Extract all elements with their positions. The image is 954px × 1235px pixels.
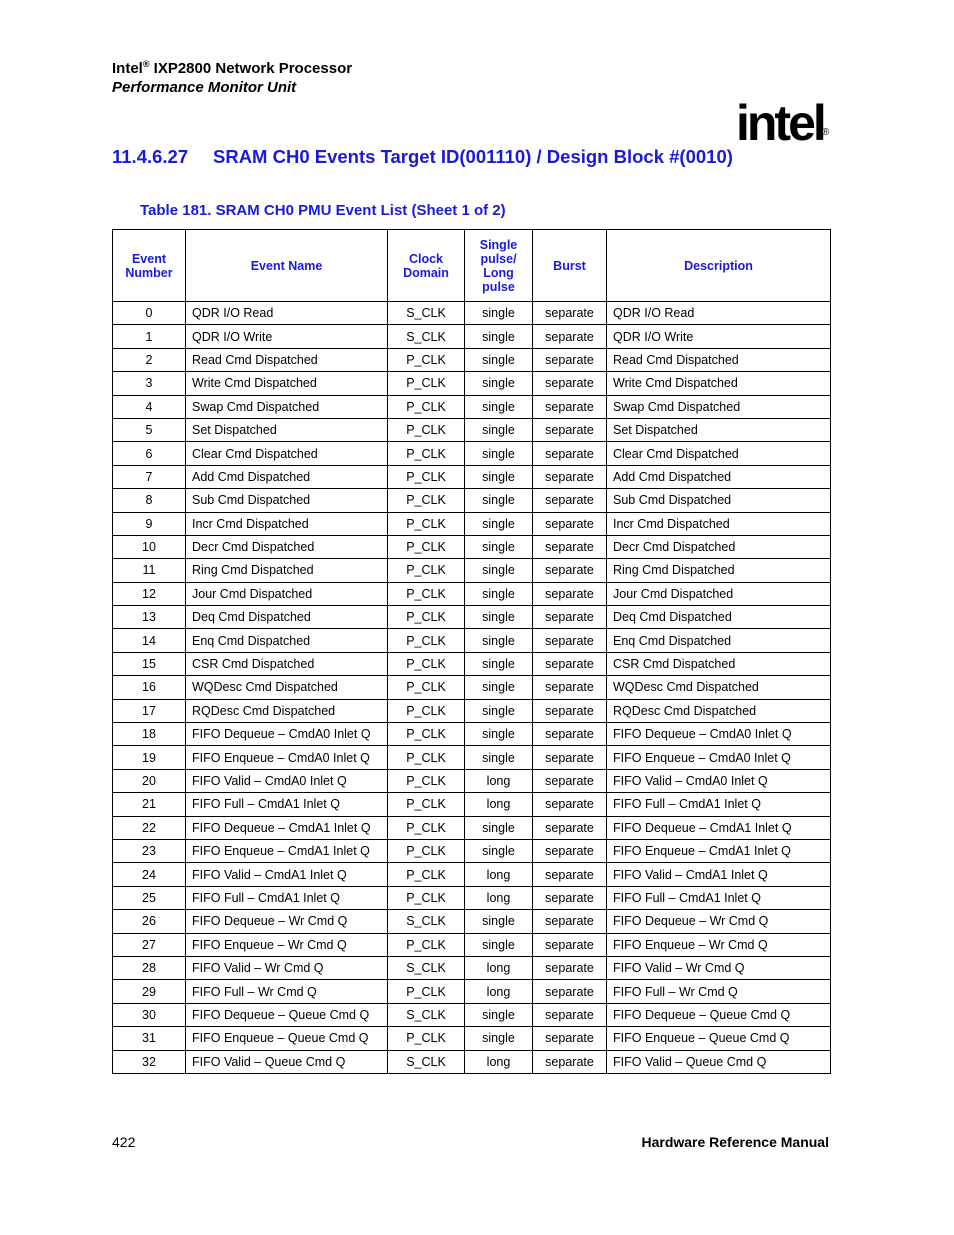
cell-burst: separate [533, 933, 607, 956]
table-body [113, 302, 831, 1074]
cell-burst: separate [533, 956, 607, 979]
cell-event-name: FIFO Valid – Wr Cmd Q [186, 956, 388, 979]
cell-burst: separate [533, 699, 607, 722]
cell-burst: separate [533, 1027, 607, 1050]
cell-clock-domain: S_CLK [388, 956, 465, 979]
table-row [113, 956, 831, 979]
cell-clock-domain: P_CLK [388, 839, 465, 862]
cell-burst: separate [533, 1003, 607, 1026]
cell-pulse-type: long [465, 980, 533, 1003]
table-row [113, 793, 831, 816]
cell-pulse-type: single [465, 442, 533, 465]
cell-description: FIFO Enqueue – Wr Cmd Q [607, 933, 831, 956]
table-row [113, 442, 831, 465]
cell-description: QDR I/O Read [607, 302, 831, 325]
column-header-line: Event Name [250, 258, 323, 273]
cell-pulse-type: single [465, 652, 533, 675]
cell-pulse-type: single [465, 325, 533, 348]
cell-clock-domain: P_CLK [388, 442, 465, 465]
cell-event-number: 18 [113, 723, 186, 746]
cell-pulse-type: single [465, 933, 533, 956]
cell-event-name: Decr Cmd Dispatched [186, 535, 388, 558]
cell-clock-domain: P_CLK [388, 559, 465, 582]
column-header-description [607, 230, 831, 302]
cell-pulse-type: single [465, 465, 533, 488]
cell-clock-domain: S_CLK [388, 1003, 465, 1026]
column-header-line: pulse/ [480, 251, 517, 266]
column-header-line: Number [125, 265, 173, 280]
cell-event-name: FIFO Full – CmdA1 Inlet Q [186, 793, 388, 816]
cell-burst: separate [533, 489, 607, 512]
cell-event-name: Add Cmd Dispatched [186, 465, 388, 488]
cell-event-name: FIFO Enqueue – Wr Cmd Q [186, 933, 388, 956]
cell-clock-domain: P_CLK [388, 863, 465, 886]
cell-event-name: Write Cmd Dispatched [186, 372, 388, 395]
table-row [113, 395, 831, 418]
section-number: 11.4.6.27 [112, 146, 189, 167]
cell-clock-domain: P_CLK [388, 769, 465, 792]
cell-burst: separate [533, 606, 607, 629]
cell-burst: separate [533, 395, 607, 418]
cell-description: FIFO Valid – Wr Cmd Q [607, 956, 831, 979]
cell-event-number: 24 [113, 863, 186, 886]
cell-event-number: 27 [113, 933, 186, 956]
cell-event-name: FIFO Dequeue – Queue Cmd Q [186, 1003, 388, 1026]
manual-title: Hardware Reference Manual [641, 1134, 829, 1150]
column-header-pulse-type [465, 230, 533, 302]
cell-description: Decr Cmd Dispatched [607, 535, 831, 558]
running-header [112, 59, 352, 97]
cell-burst: separate [533, 793, 607, 816]
product-title [112, 59, 352, 78]
cell-pulse-type: long [465, 863, 533, 886]
chapter-subtitle: Performance Monitor Unit [112, 79, 297, 96]
cell-pulse-type: single [465, 629, 533, 652]
cell-clock-domain: P_CLK [388, 886, 465, 909]
cell-description: CSR Cmd Dispatched [607, 652, 831, 675]
table-row [113, 489, 831, 512]
table-caption: Table 181. SRAM CH0 PMU Event List (Sheet 1 of 2) [140, 202, 506, 219]
cell-event-number: 32 [113, 1050, 186, 1073]
table-row [113, 723, 831, 746]
cell-pulse-type: long [465, 793, 533, 816]
product-prefix: Intel [112, 60, 143, 77]
intel-logo-registered: ® [822, 127, 830, 138]
cell-event-number: 17 [113, 699, 186, 722]
cell-pulse-type: single [465, 816, 533, 839]
cell-pulse-type: single [465, 395, 533, 418]
cell-event-name: Set Dispatched [186, 418, 388, 441]
cell-description: FIFO Valid – Queue Cmd Q [607, 1050, 831, 1073]
cell-pulse-type: single [465, 348, 533, 371]
cell-event-number: 0 [113, 302, 186, 325]
column-header-line: Description [684, 258, 753, 273]
cell-description: QDR I/O Write [607, 325, 831, 348]
cell-event-number: 11 [113, 559, 186, 582]
cell-burst: separate [533, 980, 607, 1003]
cell-event-name: Read Cmd Dispatched [186, 348, 388, 371]
table-row [113, 1027, 831, 1050]
cell-event-number: 9 [113, 512, 186, 535]
table-row [113, 606, 831, 629]
cell-description: RQDesc Cmd Dispatched [607, 699, 831, 722]
cell-clock-domain: P_CLK [388, 348, 465, 371]
cell-burst: separate [533, 1050, 607, 1073]
cell-clock-domain: P_CLK [388, 746, 465, 769]
cell-burst: separate [533, 886, 607, 909]
cell-event-name: WQDesc Cmd Dispatched [186, 676, 388, 699]
cell-burst: separate [533, 348, 607, 371]
cell-pulse-type: single [465, 372, 533, 395]
cell-clock-domain: P_CLK [388, 793, 465, 816]
cell-burst: separate [533, 582, 607, 605]
cell-description: FIFO Enqueue – Queue Cmd Q [607, 1027, 831, 1050]
cell-burst: separate [533, 863, 607, 886]
table-row [113, 465, 831, 488]
cell-event-number: 12 [113, 582, 186, 605]
cell-burst: separate [533, 629, 607, 652]
cell-description: Clear Cmd Dispatched [607, 442, 831, 465]
cell-event-number: 4 [113, 395, 186, 418]
column-header-line: Burst [553, 258, 586, 273]
table-row [113, 839, 831, 862]
cell-description: Jour Cmd Dispatched [607, 582, 831, 605]
table-row [113, 652, 831, 675]
cell-burst: separate [533, 676, 607, 699]
cell-pulse-type: long [465, 956, 533, 979]
cell-event-number: 22 [113, 816, 186, 839]
cell-event-number: 6 [113, 442, 186, 465]
cell-event-name: Deq Cmd Dispatched [186, 606, 388, 629]
product-name: IXP2800 Network Processor [149, 60, 353, 77]
cell-clock-domain: P_CLK [388, 676, 465, 699]
cell-event-number: 1 [113, 325, 186, 348]
table-row [113, 886, 831, 909]
cell-event-name: Swap Cmd Dispatched [186, 395, 388, 418]
cell-event-name: FIFO Dequeue – CmdA0 Inlet Q [186, 723, 388, 746]
cell-event-name: FIFO Full – Wr Cmd Q [186, 980, 388, 1003]
table-row [113, 559, 831, 582]
event-table [112, 229, 831, 1074]
cell-clock-domain: P_CLK [388, 699, 465, 722]
cell-event-name: FIFO Enqueue – Queue Cmd Q [186, 1027, 388, 1050]
cell-description: FIFO Dequeue – CmdA0 Inlet Q [607, 723, 831, 746]
cell-description: Deq Cmd Dispatched [607, 606, 831, 629]
cell-pulse-type: long [465, 769, 533, 792]
cell-clock-domain: P_CLK [388, 723, 465, 746]
cell-event-number: 21 [113, 793, 186, 816]
cell-event-number: 28 [113, 956, 186, 979]
cell-event-name: FIFO Enqueue – CmdA0 Inlet Q [186, 746, 388, 769]
cell-burst: separate [533, 652, 607, 675]
cell-event-number: 14 [113, 629, 186, 652]
table-row [113, 816, 831, 839]
cell-event-name: Sub Cmd Dispatched [186, 489, 388, 512]
cell-clock-domain: S_CLK [388, 302, 465, 325]
cell-pulse-type: single [465, 535, 533, 558]
cell-pulse-type: single [465, 559, 533, 582]
cell-description: FIFO Valid – CmdA1 Inlet Q [607, 863, 831, 886]
cell-description: Enq Cmd Dispatched [607, 629, 831, 652]
cell-event-number: 26 [113, 910, 186, 933]
cell-clock-domain: P_CLK [388, 418, 465, 441]
cell-clock-domain: P_CLK [388, 652, 465, 675]
cell-pulse-type: single [465, 418, 533, 441]
column-header-line: Clock [408, 251, 444, 266]
cell-clock-domain: P_CLK [388, 372, 465, 395]
cell-event-number: 13 [113, 606, 186, 629]
cell-clock-domain: P_CLK [388, 535, 465, 558]
cell-clock-domain: P_CLK [388, 582, 465, 605]
cell-event-name: QDR I/O Write [186, 325, 388, 348]
table-row [113, 1003, 831, 1026]
cell-burst: separate [533, 723, 607, 746]
table-row [113, 629, 831, 652]
cell-pulse-type: single [465, 699, 533, 722]
cell-clock-domain: P_CLK [388, 512, 465, 535]
cell-pulse-type: single [465, 676, 533, 699]
cell-event-number: 30 [113, 1003, 186, 1026]
cell-event-name: Jour Cmd Dispatched [186, 582, 388, 605]
table-row [113, 325, 831, 348]
cell-burst: separate [533, 816, 607, 839]
cell-event-name: QDR I/O Read [186, 302, 388, 325]
intel-logo-text: intel [736, 95, 824, 150]
cell-pulse-type: long [465, 1050, 533, 1073]
cell-description: FIFO Valid – CmdA0 Inlet Q [607, 769, 831, 792]
cell-burst: separate [533, 910, 607, 933]
cell-event-number: 25 [113, 886, 186, 909]
cell-event-number: 16 [113, 676, 186, 699]
cell-pulse-type: single [465, 746, 533, 769]
cell-clock-domain: S_CLK [388, 325, 465, 348]
cell-pulse-type: single [465, 302, 533, 325]
cell-burst: separate [533, 839, 607, 862]
cell-clock-domain: P_CLK [388, 489, 465, 512]
cell-clock-domain: P_CLK [388, 606, 465, 629]
cell-event-name: FIFO Full – CmdA1 Inlet Q [186, 886, 388, 909]
column-header-line: Long [483, 265, 514, 280]
cell-pulse-type: single [465, 910, 533, 933]
cell-event-name: CSR Cmd Dispatched [186, 652, 388, 675]
cell-clock-domain: P_CLK [388, 395, 465, 418]
cell-burst: separate [533, 769, 607, 792]
cell-burst: separate [533, 442, 607, 465]
cell-description: FIFO Dequeue – CmdA1 Inlet Q [607, 816, 831, 839]
cell-burst: separate [533, 325, 607, 348]
table-row [113, 348, 831, 371]
cell-burst: separate [533, 559, 607, 582]
cell-description: Read Cmd Dispatched [607, 348, 831, 371]
cell-clock-domain: S_CLK [388, 910, 465, 933]
cell-event-number: 5 [113, 418, 186, 441]
cell-description: Add Cmd Dispatched [607, 465, 831, 488]
cell-event-name: FIFO Valid – CmdA1 Inlet Q [186, 863, 388, 886]
cell-event-name: FIFO Dequeue – CmdA1 Inlet Q [186, 816, 388, 839]
cell-burst: separate [533, 372, 607, 395]
cell-clock-domain: P_CLK [388, 629, 465, 652]
table-row [113, 582, 831, 605]
table-row [113, 418, 831, 441]
cell-description: Swap Cmd Dispatched [607, 395, 831, 418]
cell-event-name: FIFO Enqueue – CmdA1 Inlet Q [186, 839, 388, 862]
cell-event-name: Ring Cmd Dispatched [186, 559, 388, 582]
cell-pulse-type: single [465, 723, 533, 746]
section-title: SRAM CH0 Events Target ID(001110) / Design Block #(0010) [213, 146, 733, 167]
cell-clock-domain: P_CLK [388, 1027, 465, 1050]
cell-description: Incr Cmd Dispatched [607, 512, 831, 535]
table-row [113, 863, 831, 886]
cell-description: Set Dispatched [607, 418, 831, 441]
cell-description: Ring Cmd Dispatched [607, 559, 831, 582]
cell-clock-domain: P_CLK [388, 933, 465, 956]
cell-event-number: 20 [113, 769, 186, 792]
table-row [113, 933, 831, 956]
cell-event-name: FIFO Valid – Queue Cmd Q [186, 1050, 388, 1073]
intel-logo [736, 92, 836, 150]
cell-description: WQDesc Cmd Dispatched [607, 676, 831, 699]
table-row [113, 535, 831, 558]
cell-event-name: FIFO Dequeue – Wr Cmd Q [186, 910, 388, 933]
table-row [113, 512, 831, 535]
cell-event-number: 3 [113, 372, 186, 395]
column-header-line: Single [479, 237, 518, 252]
table-row [113, 1050, 831, 1073]
cell-description: Write Cmd Dispatched [607, 372, 831, 395]
column-header-line: Domain [403, 265, 449, 280]
cell-event-number: 15 [113, 652, 186, 675]
cell-pulse-type: single [465, 606, 533, 629]
cell-description: FIFO Enqueue – CmdA0 Inlet Q [607, 746, 831, 769]
cell-event-number: 23 [113, 839, 186, 862]
cell-description: FIFO Full – Wr Cmd Q [607, 980, 831, 1003]
column-header-burst [533, 230, 607, 302]
table-row [113, 746, 831, 769]
cell-pulse-type: single [465, 582, 533, 605]
cell-clock-domain: P_CLK [388, 980, 465, 1003]
table-header-row [113, 230, 831, 302]
cell-event-number: 7 [113, 465, 186, 488]
cell-description: FIFO Dequeue – Queue Cmd Q [607, 1003, 831, 1026]
cell-event-number: 10 [113, 535, 186, 558]
cell-event-number: 29 [113, 980, 186, 1003]
cell-pulse-type: single [465, 489, 533, 512]
column-header-line: pulse [482, 279, 515, 294]
cell-burst: separate [533, 465, 607, 488]
cell-pulse-type: single [465, 1003, 533, 1026]
cell-burst: separate [533, 302, 607, 325]
registered-mark: ® [142, 59, 150, 69]
column-header-event-name [186, 230, 388, 302]
cell-description: FIFO Dequeue – Wr Cmd Q [607, 910, 831, 933]
column-header-event-number [113, 230, 186, 302]
cell-event-number: 8 [113, 489, 186, 512]
cell-description: FIFO Full – CmdA1 Inlet Q [607, 793, 831, 816]
table-row [113, 372, 831, 395]
table-row [113, 699, 831, 722]
cell-description: FIFO Full – CmdA1 Inlet Q [607, 886, 831, 909]
cell-burst: separate [533, 535, 607, 558]
cell-pulse-type: long [465, 886, 533, 909]
table-row [113, 910, 831, 933]
table-row [113, 980, 831, 1003]
cell-description: Sub Cmd Dispatched [607, 489, 831, 512]
column-header-line: Event [131, 251, 167, 266]
cell-description: FIFO Enqueue – CmdA1 Inlet Q [607, 839, 831, 862]
cell-event-name: Enq Cmd Dispatched [186, 629, 388, 652]
cell-clock-domain: S_CLK [388, 1050, 465, 1073]
cell-event-name: FIFO Valid – CmdA0 Inlet Q [186, 769, 388, 792]
cell-clock-domain: P_CLK [388, 816, 465, 839]
column-header-clock-domain [388, 230, 465, 302]
cell-pulse-type: single [465, 839, 533, 862]
page-number: 422 [112, 1134, 136, 1150]
section-heading [112, 146, 733, 168]
table-row [113, 302, 831, 325]
cell-burst: separate [533, 418, 607, 441]
table-row [113, 676, 831, 699]
cell-pulse-type: single [465, 512, 533, 535]
cell-event-number: 31 [113, 1027, 186, 1050]
cell-event-name: Clear Cmd Dispatched [186, 442, 388, 465]
cell-event-number: 19 [113, 746, 186, 769]
cell-pulse-type: single [465, 1027, 533, 1050]
cell-event-name: RQDesc Cmd Dispatched [186, 699, 388, 722]
table-row [113, 769, 831, 792]
cell-clock-domain: P_CLK [388, 465, 465, 488]
cell-burst: separate [533, 746, 607, 769]
cell-event-name: Incr Cmd Dispatched [186, 512, 388, 535]
cell-burst: separate [533, 512, 607, 535]
cell-event-number: 2 [113, 348, 186, 371]
